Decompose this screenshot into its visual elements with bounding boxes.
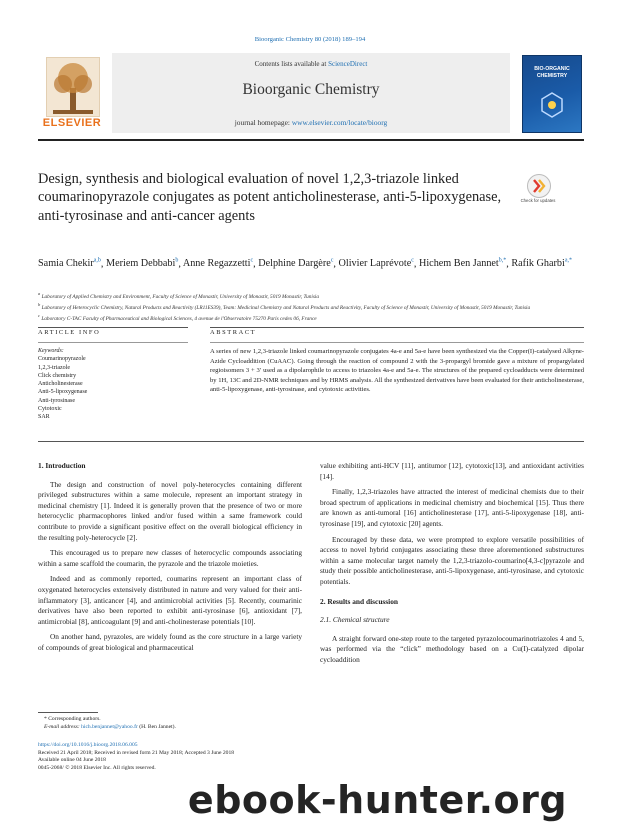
author-name[interactable] bbox=[258, 258, 333, 269]
journal-masthead bbox=[38, 53, 584, 135]
affiliation-marker: a bbox=[38, 291, 41, 296]
check-updates-label: Check for updates bbox=[520, 198, 556, 203]
author-name[interactable] bbox=[339, 258, 414, 269]
abstract-text: A series of new 1,2,3-triazole linked coumarinopyrazole conjugates 4a-e and 5a-e have been synthesized via the Copper(I)-catalysed Alkyne-Azide Cycloaddition (CuAAC). Going through the reaction of compound 2 with the 3-propargyl bromide gave a mixture of propargylated regioisomers 3 + 3′ used as a dipolarophile to access to triazoles 4a-e and 5a-e. The structures of the prepared cycloadducts were determined by 1H, 13C and 2D-NMR techniques and by HRMS analysis. All the synthesized derivatives have been evaluated for their anticholinesterase, anti-5-lipoxygenase, anti-tyrosinase, and cytotoxic activities. bbox=[210, 348, 584, 393]
abstract-subrule bbox=[210, 342, 584, 343]
abstract-bottom-rule bbox=[38, 441, 584, 442]
check-for-updates-button[interactable] bbox=[520, 172, 556, 216]
author-name-text: Anne Regazzetti bbox=[182, 258, 251, 270]
homepage-link[interactable]: www.elsevier.com/locate/bioorg bbox=[291, 118, 388, 127]
affiliation-marker: c bbox=[38, 313, 40, 319]
keyword-item: Anti-5-lipoxygenase bbox=[38, 389, 88, 396]
author-name-text: Rafik Gharbi bbox=[511, 258, 565, 270]
keyword-item: Anticholinesterase bbox=[38, 381, 83, 388]
journal-reference-link[interactable]: Bioorganic Chemistry 80 (2018) 189–194 bbox=[254, 36, 366, 43]
abstract-heading: ABSTRACT bbox=[210, 329, 257, 336]
email-label: E-mail address: bbox=[44, 723, 82, 730]
keywords-label: Keywords: bbox=[38, 348, 64, 354]
section-heading-results: 2. Results and discussion bbox=[320, 596, 399, 606]
online-date: Available online 04 June 2018 bbox=[38, 757, 106, 764]
publication-info bbox=[38, 742, 338, 772]
body-paragraph: Finally, 1,2,3-triazoles have attracted the interest of medicinal chemists due to their broad spectrum of applications in medicinal chemistry and biochemical [15]. Thus there are known as anti-tumoral [16] anticholinesterase [17], anti-5-lipoxygenase [18], anti-tyrosinase [19], and cytotoxic [20] agents. bbox=[320, 487, 584, 528]
body-paragraph: A straight forward one-step route to the targeted pyrazolocoumarinotriazoles 4 and 5, was performed via the “click” methodology based on a Cu(I)-catalyzed dipolar cycloaddition bbox=[320, 633, 584, 664]
keyword-item: Click chemistry bbox=[38, 372, 77, 379]
footnotes bbox=[38, 716, 338, 731]
journal-cover-image bbox=[522, 55, 582, 133]
affiliation-marker: b bbox=[38, 302, 41, 308]
author-affiliation-marker[interactable]: c bbox=[411, 258, 414, 264]
email-link[interactable]: hich.benjannet@yahoo.fr bbox=[81, 723, 138, 730]
body-paragraph: Encouraged by these data, we were prompted to explore versatile possibilities of access to novel hybrid conjugates associating these three aforementioned substructures within a same molecular target namely the 1,2,3-triazolo-coumarino[4,3-c]pyrazole and study their possible anticholinesterase, anti-5-lipoxygenase, anti-tyrosinase, and cytotoxic potentials. bbox=[320, 534, 584, 586]
keyword-item: Anti-tyrosinase bbox=[38, 397, 75, 404]
watermark: ebook-hunter.org bbox=[187, 778, 568, 822]
author-affiliation-marker[interactable]: a,* bbox=[564, 258, 573, 264]
author-affiliation-marker[interactable]: a,b bbox=[93, 258, 101, 264]
keyword-item: Coumarinopyrazole bbox=[38, 356, 86, 363]
body-paragraph: value exhibiting anti-HCV [11], antitumor [12], cytotoxic[13], and antioxidant activities [14]. bbox=[320, 461, 584, 481]
cover-title: BIO-ORGANIC CHEMISTRY bbox=[534, 66, 570, 79]
homepage-prefix: journal homepage: bbox=[234, 118, 292, 127]
copyright-line: 0045-2068/ © 2018 Elsevier Inc. All rights reserved. bbox=[38, 764, 156, 771]
author-affiliation-marker[interactable]: b,* bbox=[498, 258, 507, 264]
article-title: Design, synthesis and biological evaluation of novel 1,2,3-triazole linked coumarinopyrazole conjugates as potent anticholinesterase, anti-5-lipoxygenase, anti-tyrosinase and anti-cancer agents bbox=[38, 171, 502, 224]
affiliation-item bbox=[38, 290, 584, 301]
affiliation-item bbox=[38, 301, 584, 312]
author-name[interactable] bbox=[419, 258, 506, 269]
author-name[interactable] bbox=[106, 258, 178, 269]
masthead-center bbox=[112, 53, 510, 133]
masthead-divider bbox=[38, 139, 584, 141]
corresponding-authors-note: * Corresponding authors. bbox=[44, 716, 101, 722]
affiliation-list bbox=[38, 290, 584, 323]
homepage-line bbox=[112, 118, 510, 127]
affiliation-text: Laboratory C-TAC Faculty of Pharmaceutical and Biological Sciences, 4 avenue de l'Observatoire 75270 Paris cedex 06, France bbox=[40, 315, 317, 322]
article-info-subrule bbox=[38, 342, 188, 343]
body-paragraph: This encouraged us to prepare new classes of heterocyclic compounds associating within a same scaffold the coumarin, the pyrazole and the triazole moieties. bbox=[38, 548, 302, 568]
molecule-icon bbox=[537, 90, 567, 120]
affiliation-item bbox=[38, 312, 584, 323]
elsevier-logo bbox=[38, 53, 106, 133]
email-line bbox=[38, 724, 338, 732]
doi-link[interactable]: https://doi.org/10.1016/j.bioorg.2018.06.005 bbox=[38, 742, 138, 748]
contents-prefix: Contents lists available at bbox=[254, 60, 329, 68]
footnote-rule bbox=[38, 712, 98, 713]
affiliation-text: Laboratory of Heterocyclic Chemistry, Natural Products and Reactivity (LR11ES39), Team: Medicinal Chemistry and Natural Products and Reactivity, Faculty of Science of Monastir, University of Monastir, 5019 Monastir, Tunisia bbox=[40, 304, 531, 311]
elsevier-tree-icon bbox=[46, 57, 100, 117]
article-info-rule bbox=[38, 327, 188, 328]
body-paragraph: On another hand, pyrazoles, are widely found as the core structure in a large variety of compounds of great biological and pharmaceutical bbox=[38, 632, 302, 652]
author-name[interactable] bbox=[38, 258, 101, 269]
author-affiliation-marker[interactable]: c bbox=[330, 258, 334, 264]
sciencedirect-link[interactable]: ScienceDirect bbox=[328, 60, 368, 68]
affiliation-text: Laboratory of Applied Chemistry and Environment, Faculty of Science of Monastir, University of Monastir, 5019 Monastir, Tunisia bbox=[40, 293, 320, 300]
article-info-heading: ARTICLE INFO bbox=[38, 329, 101, 336]
received-dates: Received 21 April 2018; Received in revised form 21 May 2018; Accepted 3 June 2018 bbox=[38, 749, 235, 756]
keywords-list bbox=[38, 355, 188, 421]
keywords-block bbox=[38, 347, 188, 422]
email-suffix: (H. Ben Jannet). bbox=[137, 723, 176, 730]
elsevier-wordmark: ELSEVIER bbox=[42, 117, 102, 129]
abstract-rule bbox=[210, 327, 584, 328]
body-right-column bbox=[320, 461, 584, 671]
author-affiliation-marker[interactable]: c bbox=[250, 258, 254, 264]
section-heading-introduction: 1. Introduction bbox=[38, 461, 86, 470]
body-paragraph: Indeed and as commonly reported, coumarins represent an important class of oxygenated heterocycles extensively distributed in nature and very valued for their anti-inflammatory [3], anticancer [4], and antimicrobial activities [5]. Recently, coumarinic derivatives have also been reported to exhibit anti-tyrosinase [6], antioxidant [7], antimicrobial [8], anticoagulant [9] and anti-cholinesterase potentials [10]. bbox=[38, 574, 302, 626]
author-name-text: Olivier Laprévote bbox=[338, 258, 412, 270]
journal-name: Bioorganic Chemistry bbox=[242, 81, 380, 98]
author-name-text: Samia Chekir bbox=[38, 258, 94, 270]
body-paragraph: The design and construction of novel poly-heterocycles containing different privileged substructures within a same molecule, represent an important strategy in medicinal chemistry [1]. Indeed it is generally proven that the presence of two or more heterocyclic pharmacophores linked and/or fused within a same framework could contribute to provide a significant positive effect on the overall biological efficiency in the resulting poly-heterocycle [2]. bbox=[38, 479, 302, 542]
author-name-text: Hichem Ben Jannet bbox=[418, 258, 499, 270]
keyword-item: SAR bbox=[38, 414, 50, 421]
author-name-text: Delphine Dargère bbox=[258, 258, 331, 270]
body-left-column bbox=[38, 461, 302, 659]
contents-line bbox=[112, 60, 510, 68]
author-name[interactable] bbox=[183, 258, 253, 269]
keyword-item: 1,2,3-triazole bbox=[38, 364, 70, 371]
author-name[interactable] bbox=[511, 258, 572, 269]
author-affiliation-marker[interactable]: b bbox=[175, 258, 179, 264]
check-updates-icon bbox=[527, 174, 551, 198]
author-name-text: Meriem Debbabi bbox=[106, 258, 176, 270]
keyword-item: Cytotoxic bbox=[38, 406, 62, 413]
subsection-heading-chemical-structure: 2.1. Chemical structure bbox=[320, 615, 390, 625]
author-list: Samia Chekir$^{a,b}$, Meriem Debbabi$^b$, Anne Regazzetti$^c$, Delphine Dargère$^c$, Olivier Laprévote$^c$, Hichem Ben Jannet$^{b,*}$, Rafik Gharbi$^{a,*}$ bbox=[38, 258, 573, 270]
